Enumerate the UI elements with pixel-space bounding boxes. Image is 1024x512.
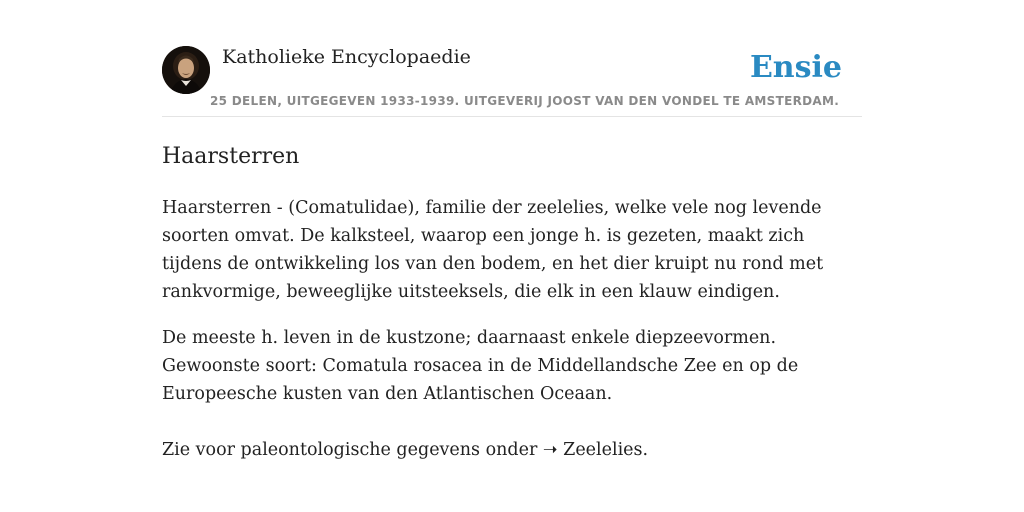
page	[162, 0, 862, 464]
ensie-logo[interactable]: Ensie	[749, 50, 842, 85]
portrait-icon	[162, 46, 210, 94]
see-also-prefix: Zie voor paleontologische gegevens onder	[162, 440, 543, 460]
source-header	[162, 0, 862, 117]
zeelelies-link[interactable]: Zeelelies	[563, 440, 643, 460]
arrow-icon: ➝	[542, 440, 558, 460]
source-avatar	[162, 46, 210, 94]
article-paragraph: De meeste h. leven in de kustzone; daarnaast enkele diepzeevormen. Gewoonste soort: Comatula rosacea in de Middellandsche Zee en op de Europeesche kusten van den Atlantischen Oceaan.	[162, 328, 799, 404]
see-also-suffix: .	[642, 440, 649, 460]
article-title: Haarsterren	[162, 144, 300, 169]
source-title[interactable]: Katholieke Encyclopaedie	[222, 46, 471, 68]
source-meta: 25 DELEN, UITGEGEVEN 1933-1939. UITGEVERIJ JOOST VAN DEN VONDEL TE AMSTERDAM.	[210, 94, 840, 108]
article-paragraph: Haarsterren - (Comatulidae), familie der zeelelies, welke vele nog levende soorten omvat. De kalksteel, waarop een jonge h. is gezeten, maakt zich tijdens de ontwikkeling los van den bodem, en het dier kruipt nu rond met rankvormige, beweeglijke uitsteeksels, die elk in een klauw eindigen.	[162, 198, 824, 302]
see-also	[162, 436, 862, 464]
